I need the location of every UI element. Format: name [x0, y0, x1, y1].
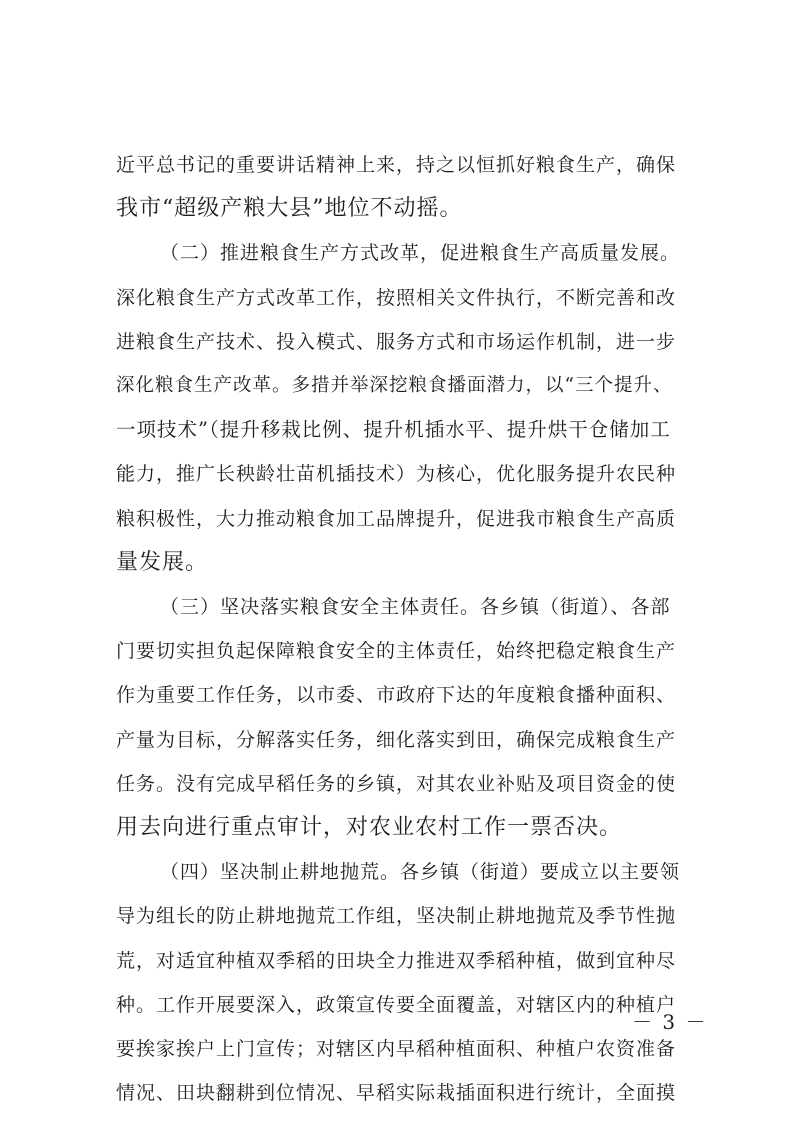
- text-line: 一项技术”（提升移栽比例、提升机插水平、提升烘干仓储加工: [116, 418, 671, 441]
- text-line: 门要切实担负起保障粮食安全的主体责任，始终把稳定粮食生产: [116, 640, 677, 662]
- text-line: 情况、田块翻耕到位情况、早稻实际栽插面积进行统计，全面摸: [116, 1082, 677, 1104]
- text-line: 能力，推广长秧龄壮苗机插技术）为核心，优化服务提升农民种: [116, 463, 677, 485]
- text-line: 深化粮食生产改革。多措并举深挖粮食播面潜力，以“三个提升、: [116, 375, 673, 396]
- text-line: 种。工作开展要深入，政策宣传要全面覆盖，对辖区内的种植户: [116, 994, 677, 1016]
- text-line: 我市“超级产粮大县”地位不动摇。: [116, 196, 463, 221]
- page-number: － 3 －: [632, 1010, 708, 1034]
- section-heading-2: （二）推进粮食生产方式改革，促进粮食生产高质量发展。: [160, 242, 681, 264]
- text-line: 产量为目标，分解落实任务，细化落实到田，确保完成粮食生产: [116, 729, 677, 751]
- text-line: 要挨家挨户上门宣传；对辖区内早稻种植面积、种植户农资准备: [116, 1038, 677, 1060]
- section-heading-4: （四）坚决制止耕地抛荒。各乡镇（街道）要成立以主要领: [160, 861, 681, 883]
- text-line: 近平总书记的重要讲话精神上来，持之以恒抓好粮食生产，确保: [116, 154, 677, 176]
- text-line: 荒，对适宜种植双季稻的田块全力推进双季稻种植，做到宜种尽: [116, 950, 677, 972]
- section-heading-3: （三）坚决落实粮食安全主体责任。各乡镇（街道）、各部: [160, 596, 671, 618]
- text-line: 深化粮食生产方式改革工作，按照相关文件执行，不断完善和改: [116, 287, 677, 309]
- text-line: 作为重要工作任务，以市委、市政府下达的年度粮食播种面积、: [116, 684, 677, 706]
- text-line: 任务。没有完成早稻任务的乡镇，对其农业补贴及项目资金的使: [116, 773, 677, 795]
- text-line: 用去向进行重点审计，对农业农村工作一票否决。: [116, 815, 623, 840]
- text-line: 进粮食生产技术、投入模式、服务方式和市场运作机制，进一步: [116, 331, 677, 353]
- text-line: 粮积极性，大力推动粮食加工品牌提升，促进我市粮食生产高质: [116, 508, 677, 530]
- text-line: 导为组长的防止耕地抛荒工作组，坚决制止耕地抛荒及季节性抛: [116, 905, 677, 927]
- text-line: 量发展。: [116, 550, 209, 575]
